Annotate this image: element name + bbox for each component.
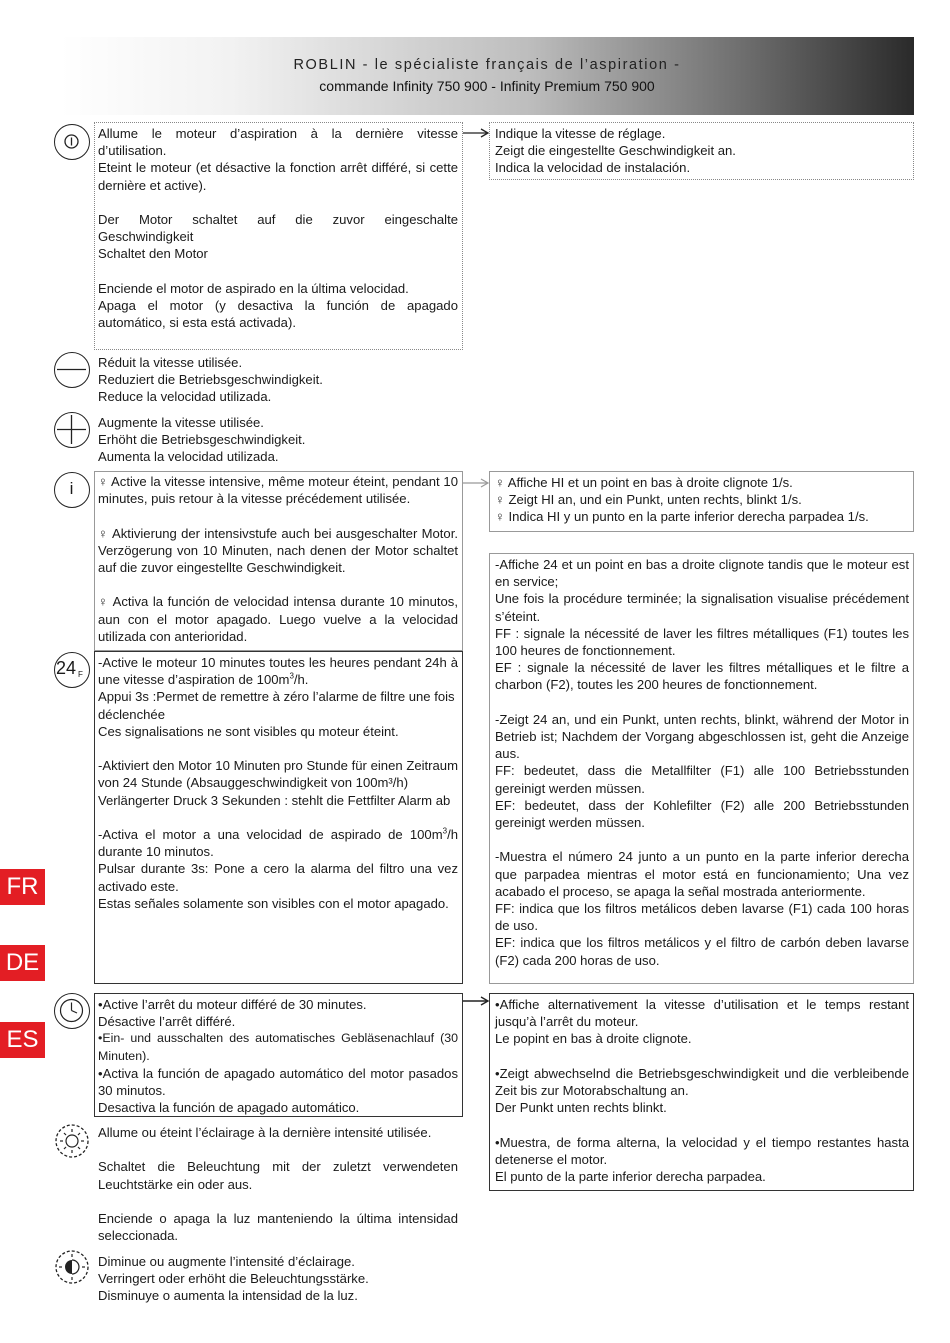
timer-display-fr-3: FF : signale la nécessité de laver les filtres métalliques (F1) toutes les 100 heures de fonctionnement. [495, 625, 909, 659]
power-display-de: Zeigt die eingestellte Geschwindigkeit an. [495, 143, 736, 159]
power-de-off: Schaltet den Motor [98, 246, 208, 262]
delay-display-de-2: Der Punkt unten rechts blinkt. [495, 1100, 667, 1116]
timer-display-es-2: FF: indica que los filtros metálicos deben lavarse (F1) cada 100 horas de uso. [495, 901, 909, 934]
timer-display-es-3: EF: indica que los filtros metálicos y el filtro de carbón deben lavarse (F2) cada 200 horas de uso. [495, 935, 909, 968]
dimmer-fr: Diminue ou augmente l’intensité d’éclairage. [98, 1254, 355, 1269]
info-display [495, 474, 910, 526]
timer-display [495, 556, 909, 969]
dimmer-icon [54, 1249, 90, 1285]
timer-display-de-2: FF: bedeutet, dass die Metallfilter (F1) alle 100 Betriebsstunden gereinigt werden müssen. [495, 763, 909, 796]
delay-de: •Ein- und ausschalten des automatisches Gebläsenachlauf (30 Minuten). [98, 1031, 458, 1063]
delay-display [495, 996, 909, 1185]
info-display-fr: ♀ Affiche HI et un point en bas à droite clignote 1/s. [495, 475, 793, 490]
dimmer-es: Disminuye o aumenta la intensidad de la luz. [98, 1288, 358, 1304]
timer-display-fr-4: EF : signale la nécessité de laver les filtres métalliques et le filtre a charbon (F2), toutes les 200 heures de fonctionnement. [495, 660, 909, 693]
info-de: ♀ Aktivierung der intensivstufe auch bei ausgeschalter Motor. Verzögerung von 10 Minuten, nach denen der Motor schaltet auf die zuvor eingestellte Geschwindigkeit. [98, 525, 458, 575]
delay-es-on: •Activa la función de apagado automático del motor pasados 30 minutos. [98, 1065, 458, 1099]
power-description [98, 125, 458, 331]
delay-display-de-1: •Zeigt abwechselnd die Betriebsgeschwindigkeit und die verbleibende Zeit bis zur Motorabschaltung an. [495, 1065, 909, 1098]
timer-fr-2: Appui 3s :Permet de remettre à zéro l’alarme de filtre une fois déclenchée [98, 689, 455, 722]
light-bulb-icon [54, 1123, 90, 1159]
delay-display-es-2: El punto de la parte inferior derecha parpadea. [495, 1169, 766, 1184]
timer-fr-3: Ces signalisations ne sont visibles qu moteur éteint. [98, 723, 399, 739]
lang-tab-es: ES [0, 1022, 45, 1058]
info-description [98, 473, 458, 645]
timer-de-1: -Aktiviert den Motor 10 Minuten pro Stunde für einen Zeitraum von 24 Stunde (Absauggeschwindigkeit von 100m³/h) [98, 758, 458, 791]
info-icon-label: i [69, 479, 74, 498]
light-description [98, 1124, 458, 1244]
minus-description [98, 354, 458, 406]
timer-de-2: Verlängerter Druck 3 Sekunden : stehlt die Fettfilter Alarm ab [98, 792, 451, 808]
delay-display-es-1: •Muestra, de forma alterna, la velocidad y el tiempo restantes hasta detenerse el motor. [495, 1134, 909, 1167]
delay-display-fr-1: •Affiche alternativement la vitesse d’utilisation et le temps restant jusqu’à l’arrêt du moteur. [495, 997, 909, 1030]
power-fr-on: Allume le moteur d’aspiration à la dernière vitesse d’utilisation. [98, 126, 458, 159]
power-display [495, 125, 910, 177]
timer-display-de-3: EF: bedeutet, dass der Kohlefilter (F2) alle 200 Betriebsstunden gereinigt werden müssen. [495, 797, 909, 831]
timer-display-fr-1: -Affiche 24 et un point en bas a droite clignote tandis que le moteur est en service; [495, 557, 909, 590]
timer-display-de-1: -Zeigt 24 an, und ein Punkt, unten rechts, blinkt, während der Motor in Betrieb ist; Nachdem der Vorgang abgeschlossen ist, geht die Anzeige aus. [495, 711, 909, 762]
power-fr-off: Eteint le moteur (et désactive la fonction arrêt différé, si cette dernière et active). [98, 160, 458, 193]
power-display-es: Indica la velocidad de instalación. [495, 160, 691, 176]
clock-icon [54, 993, 90, 1029]
plus-es: Aumenta la velocidad utilizada. [98, 449, 279, 465]
plus-fr: Augmente la vitesse utilisée. [98, 415, 264, 430]
timer-24-label: 24 [56, 658, 77, 678]
timer-es-3: Estas señales solamente son visibles con el motor apagado. [98, 895, 449, 911]
power-de-on: Der Motor schaltet auf die zuvor eingeschalte Geschwindigkeit [98, 212, 458, 245]
timer-display-fr-2: Une fois la procédure terminée; la signalisation visualise précédement s’éteint. [495, 591, 909, 624]
light-es: Enciende o apaga la luz manteniendo la última intensidad seleccionada. [98, 1210, 458, 1244]
timer-24-sub: F [78, 670, 83, 679]
minus-es: Reduce la velocidad utilizada. [98, 389, 272, 405]
delay-es-off: Desactiva la función de apagado automático. [98, 1100, 360, 1116]
delay-fr-off: Désactive l’arrêt différé. [98, 1014, 236, 1030]
timer-description [98, 654, 458, 912]
power-es-off: Apaga el motor (y desactiva la función de apagado automático, si esta está activada). [98, 298, 458, 331]
header-banner [60, 37, 914, 115]
arrow-icon [463, 995, 491, 1007]
timer-24-icon [54, 652, 90, 688]
lang-tab-de: DE [0, 945, 45, 981]
plus-description [98, 414, 458, 466]
arrow-icon [463, 477, 491, 489]
info-display-de: ♀ Zeigt HI an, und ein Punkt, unten rechts, blinkt 1/s. [495, 492, 802, 508]
timer-fr-1: -Active le moteur 10 minutes toutes les heures pendant 24h à une vitesse d’aspiration de $100m^3/h$. [98, 655, 458, 688]
header-subtitle: commande Infinity 750 900 - Infinity Premium 750 900 [319, 78, 655, 94]
dimmer-description [98, 1253, 458, 1305]
light-de: Schaltet die Beleuchtung mit der zuletzt verwendeten Leuchtstärke ein oder aus. [98, 1159, 458, 1192]
plus-icon [54, 412, 90, 448]
info-icon [54, 472, 90, 508]
delay-fr-on: •Active l’arrêt du moteur différé de 30 minutes. [98, 997, 367, 1012]
delay-display-fr-2: Le popint en bas à droite clignote. [495, 1031, 692, 1047]
timer-display-es-1: -Muestra el número 24 junto a un punto en la parte inferior derecha que parpadea mientras el motor está en funcionamiento; Una vez acabado el proceso, se apaga la señal mostrada anteriormente. [495, 849, 909, 899]
minus-icon [54, 352, 90, 388]
info-es: ♀ Activa la función de velocidad intensa durante 10 minutos, aun con el motor apagado. Luego vuelve a la velocidad utilizada con anterioridad. [98, 594, 458, 644]
lang-tab-fr: FR [0, 869, 45, 905]
power-display-fr: Indique la vitesse de réglage. [495, 126, 666, 141]
info-fr: ♀ Active la vitesse intensive, même moteur éteint, pendant 10 minutes, puis retour à la vitesse précédement utilisée. [98, 474, 458, 507]
info-display-es: ♀ Indica HI y un punto en la parte inferior derecha parpadea 1/s. [495, 509, 869, 525]
minus-fr: Réduit la vitesse utilisée. [98, 355, 243, 370]
minus-de: Reduziert die Betriebsgeschwindigkeit. [98, 372, 323, 388]
timer-es-2: Pulsar durante 3s: Pone a cero la alarma del filtro una vez activado este. [98, 861, 458, 894]
delay-description [98, 996, 458, 1116]
arrow-icon [463, 127, 491, 139]
power-icon [54, 124, 90, 160]
power-es-on: Enciende el motor de aspirado en la última velocidad. [98, 280, 409, 296]
dimmer-de: Verringert oder erhöht die Beleuchtungsstärke. [98, 1271, 369, 1287]
timer-es-1: -Activa el motor a una velocidad de aspirado de $100m^3/h$ durante 10 minutos. [98, 826, 458, 860]
header-title: ROBLIN - le spécialiste français de l’aspiration - [293, 57, 681, 73]
light-fr: Allume ou éteint l’éclairage à la dernière intensité utilisée. [98, 1125, 432, 1140]
plus-de: Erhöht die Betriebsgeschwindigkeit. [98, 432, 306, 448]
